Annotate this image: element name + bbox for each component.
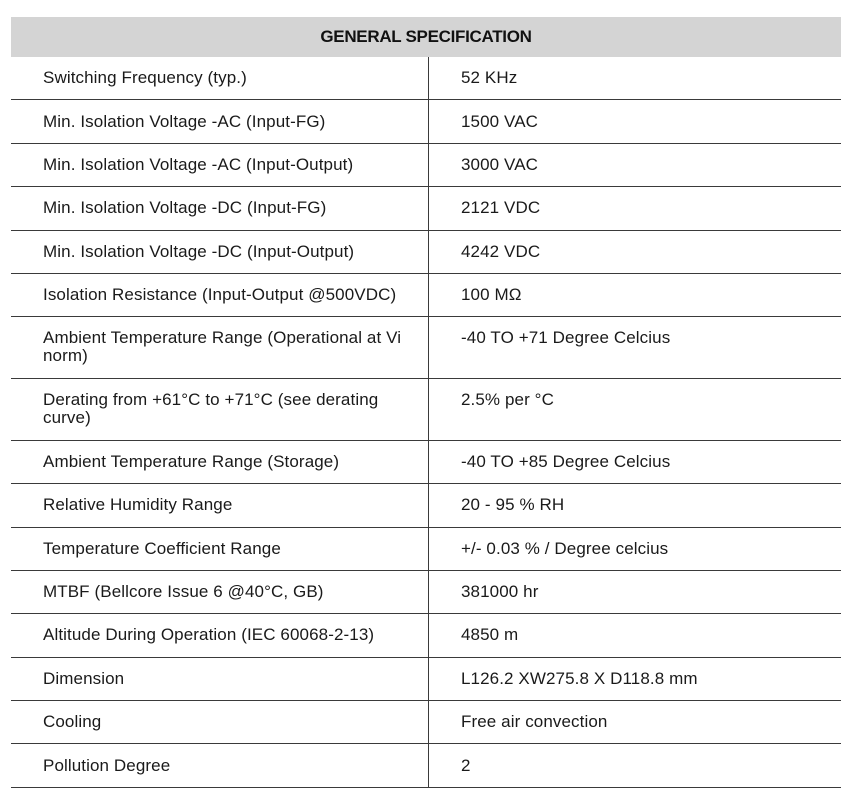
table-row bbox=[11, 484, 841, 527]
parameter-cell: MTBF (Bellcore Issue 6 @40°C, GB) bbox=[11, 571, 429, 613]
parameter-cell: Switching Frequency (typ.) bbox=[11, 57, 429, 99]
parameter-cell: Isolation Resistance (Input-Output @500VDC) bbox=[11, 274, 429, 316]
value-cell: 100 MΩ bbox=[461, 285, 522, 305]
table-row bbox=[11, 231, 841, 274]
parameter-cell: Ambient Temperature Range (Storage) bbox=[11, 441, 429, 483]
parameter-cell: Dimension bbox=[11, 658, 429, 700]
value-cell: -40 TO +71 Degree Celcius bbox=[461, 328, 671, 348]
table-row bbox=[11, 100, 841, 143]
parameter-cell: Min. Isolation Voltage -AC (Input-Output) bbox=[11, 144, 429, 186]
parameter-cell: Min. Isolation Voltage -AC (Input-FG) bbox=[11, 100, 429, 142]
table-row bbox=[11, 57, 841, 100]
table-row bbox=[11, 744, 841, 787]
value-cell: 4850 m bbox=[461, 625, 519, 645]
parameter-cell: Temperature Coefficient Range bbox=[11, 528, 429, 570]
parameter-cell: Cooling bbox=[11, 701, 429, 743]
value-cell: -40 TO +85 Degree Celcius bbox=[461, 451, 671, 471]
value-cell: 2.5% per °C bbox=[461, 390, 554, 410]
general-specification-table bbox=[11, 17, 841, 788]
value-cell: 4242 VDC bbox=[461, 241, 541, 261]
table-row bbox=[11, 187, 841, 230]
value-cell: 2121 VDC bbox=[461, 198, 541, 218]
table-row bbox=[11, 528, 841, 571]
value-cell: 52 KHz bbox=[461, 68, 518, 88]
value-cell: 2 bbox=[461, 755, 471, 775]
table-row bbox=[11, 379, 841, 441]
parameter-cell: Min. Isolation Voltage -DC (Input-FG) bbox=[11, 187, 429, 229]
value-cell: 3000 VAC bbox=[461, 154, 539, 174]
table-row bbox=[11, 571, 841, 614]
table-row bbox=[11, 701, 841, 744]
parameter-cell: Relative Humidity Range bbox=[11, 484, 429, 526]
value-cell: 20 - 95 % RH bbox=[461, 495, 565, 515]
value-cell: 381000 hr bbox=[461, 582, 539, 602]
value-cell: L126.2 XW275.8 X D118.8 mm bbox=[461, 668, 698, 688]
parameter-cell: Pollution Degree bbox=[11, 744, 429, 786]
table-header: GENERAL SPECIFICATION bbox=[11, 17, 841, 57]
parameter-cell: Ambient Temperature Range (Operational at Vi norm) bbox=[11, 317, 429, 378]
parameter-cell: Min. Isolation Voltage -DC (Input-Output) bbox=[11, 231, 429, 273]
value-cell: Free air convection bbox=[461, 712, 608, 732]
parameter-cell: Altitude During Operation (IEC 60068-2-13) bbox=[11, 614, 429, 656]
table-row bbox=[11, 614, 841, 657]
table-row bbox=[11, 658, 841, 701]
value-cell: +/- 0.03 % / Degree celcius bbox=[461, 538, 669, 558]
table-row bbox=[11, 274, 841, 317]
table-row bbox=[11, 144, 841, 187]
table-row bbox=[11, 441, 841, 484]
value-cell: 1500 VAC bbox=[461, 111, 539, 131]
parameter-cell: Derating from +61°C to +71°C (see derating curve) bbox=[11, 379, 429, 440]
table-row bbox=[11, 317, 841, 379]
